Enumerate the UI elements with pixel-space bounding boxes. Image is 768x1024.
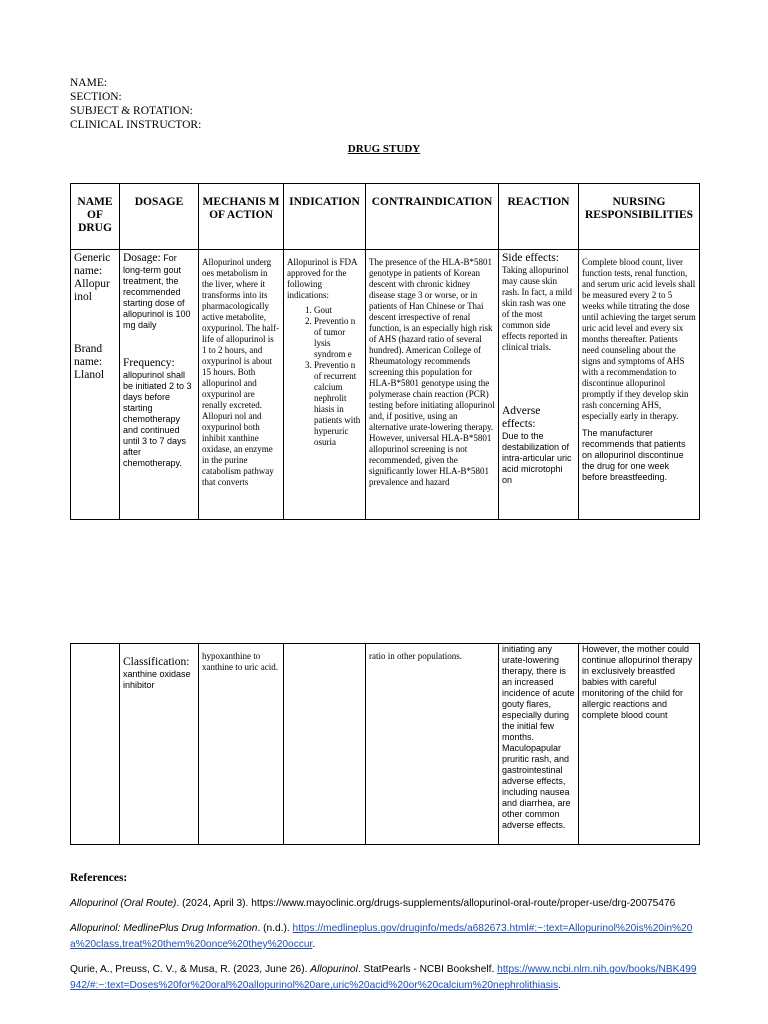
side-effects-text: Taking allopurinol may cause skin rash. In fact, a mild skin rash was one of the most common side effects reported in clinical trials. [502,265,572,352]
references-title: References: [70,872,128,884]
indication-cell-continued [284,644,366,845]
indication-list [287,305,362,448]
col-header-reaction: REACTION [499,184,579,250]
document-title: DRUG STUDY [347,143,421,155]
frequency-label: Frequency: [123,357,175,369]
mechanism-text: Allopurinol underg oes metabolism in the liver, where it transforms into its pharmacologically active metabolite, oxypurinol. The half-life of allopurinol is 1 to 2 hours, and oxypurinol is about 15 hours. Both allopurinol and oxypurinol are renally excreted. Allopuri nol and oxypurinol both inhibit xanthine oxidase, an enzyme in the purine catabolism pathway that converts [202,257,280,487]
col-header-indication: INDICATION [284,184,366,250]
list-item: 2. Preventio n of tumor lysis syndrom e [314,316,362,360]
indication-intro: Allopurinol is FDA approved for the following indications: [287,257,358,300]
clinical-instructor-label: CLINICAL INSTRUCTOR: [70,119,202,131]
nursing-cell-continued [579,644,700,845]
nursing-text-continued: However, the mother could continue allopurinol therapy in exclusively breastfed babies with careful monitoring of the child for allergic reactions and complete blood count [582,644,693,720]
nursing-text-1: Complete blood count, liver function tests, renal function, and serum uric acid levels shall be measured every 2 to 5 weeks while titrating the dose until achieving the target serum uric acid level and every six months thereafter. Patients need counseling about the signs and symptoms of AHS with a recommendation to discontinue allopurinol promptly if they develop skin rash concerning AHS, especially early in therapy. [582,257,696,421]
drug-study-table-continued [70,643,700,845]
generic-name-value: Allopur inol [74,278,110,303]
dosage-label: Dosage: [123,252,161,264]
drug-study-table [70,183,700,520]
reference-3-title: Allopurinol [310,964,358,975]
table-row [71,644,700,845]
reference-1-title: Allopurinol (Oral Route) [70,898,177,909]
reference-3-link[interactable]: https://www.ncbi.nlm.nih.gov/books/NBK499942/#:~:text=Doses%20for%20oral%20allopurinol%20are,uric%20acid%20or%20calcium%20nephrolithiasis [70,964,697,991]
subject-rotation-label: SUBJECT & ROTATION: [70,105,193,117]
reference-2 [70,921,700,953]
adverse-effects-text: Due to the destabilization of intra-articular uric acid microtophi on [502,431,572,485]
reference-3-authors: Qurie, A., Preuss, C. V., & Musa, R. (2023, June 26). [70,964,311,975]
reference-2-end: . [312,939,316,950]
col-header-name: NAME OF DRUG [71,184,120,250]
drug-name-cell [71,250,120,520]
side-effects-label: Side effects: [502,252,559,264]
table-row [71,250,700,520]
col-header-nursing: NURSING RESPONSIBILITIES [579,184,700,250]
col-header-mechanism: MECHANIS M OF ACTION [199,184,284,250]
mechanism-text-continued: hypoxanthine to xanthine to uric acid. [202,651,278,672]
list-item: 3. Preventio n of recurrent calcium nephrolit hiasis in patients with hyperuric osuria [314,360,362,448]
list-item: 1. Gout [314,305,362,316]
nursing-text-2: The manufacturer recommends that patients on allopurinol discontinue the drug for one week before breastfeeding. [582,428,686,482]
references-section [70,872,700,994]
section-label: SECTION: [70,91,122,103]
contraindication-cell [366,250,499,520]
col-header-dosage: DOSAGE [120,184,199,250]
drug-name-cell-continued [71,644,120,845]
reference-3 [70,962,700,994]
student-header [70,76,201,132]
classification-cell [120,644,199,845]
reaction-text-continued: initiating any urate-lowering therapy, there is an increased incidence of acute gouty flares, especially during the initial few months. Maculopapular pruritic rash, and gastrointestinal adverse effects, including nausea and diarrhea, are other common adverse effects. [502,644,575,830]
contraindication-text-continued: ratio in other populations. [369,651,462,661]
generic-name-label: Generic name: [74,252,111,277]
name-label: NAME: [70,77,108,89]
reference-1 [70,896,700,912]
classification-text: xanthine oxidase inhibitor [123,669,191,690]
mechanism-cell [199,250,284,520]
col-header-contraindication: CONTRAINDICATION [366,184,499,250]
brand-name-value: Llanol [74,369,105,381]
nursing-cell [579,250,700,520]
reference-2-title: Allopurinol: MedlinePlus Drug Information [70,923,258,934]
dosage-cell [120,250,199,520]
reaction-cell-continued [499,644,579,845]
adverse-effects-label: Adverse effects: [502,405,541,430]
contraindication-text: The presence of the HLA-B*5801 genotype in patients of Korean descent with chronic kidney disease stage 3 or worse, or in patients of Han Chinese or Thai descent irrespective of renal function, is an especially high risk of AHS (hazard ratio of several hundred). American College of Rheumatology recommends screening this population for HLA-B*5801 genotype using the polymerase chain reaction (PCR) testing before initiating allopurinol and, if positive, using an alternative urate-lowering therapy. However, universal HLA-B*5801 allopurinol screening is not recommended, given the significantly lower HLA-B*5801 prevalence and hazard [369,257,495,487]
reaction-cell [499,250,579,520]
classification-label: Classification: [123,656,190,668]
reference-3-source: . StatPearls - NCBI Bookshelf. [357,964,498,975]
brand-name-label: Brand name: [74,343,103,368]
contraindication-cell-continued [366,644,499,845]
reference-2-text: . (n.d.). [257,923,293,934]
table-header-row [71,184,700,250]
reference-2-link[interactable]: https://medlineplus.gov/druginfo/meds/a682673.html#:~:text=Allopurinol%20is%20in%20a%20class,treat%20them%20once%20they%20occur [70,923,693,950]
dosage-text: For long-term gout treatment, the recommended starting dose of allopurinol is 100 mg daily [123,253,191,330]
reference-1-text: . (2024, April 3). https://www.mayoclinic.org/drugs-supplements/allopurinol-oral-route/proper-use/drg-20075476 [176,898,676,909]
frequency-text: allopurinol shall be initiated 2 to 3 days before starting chemotherapy and continued until 3 to 7 days after chemotherapy. [123,370,192,468]
reference-3-end: . [558,980,562,991]
indication-cell [284,250,366,520]
mechanism-cell-continued [199,644,284,845]
